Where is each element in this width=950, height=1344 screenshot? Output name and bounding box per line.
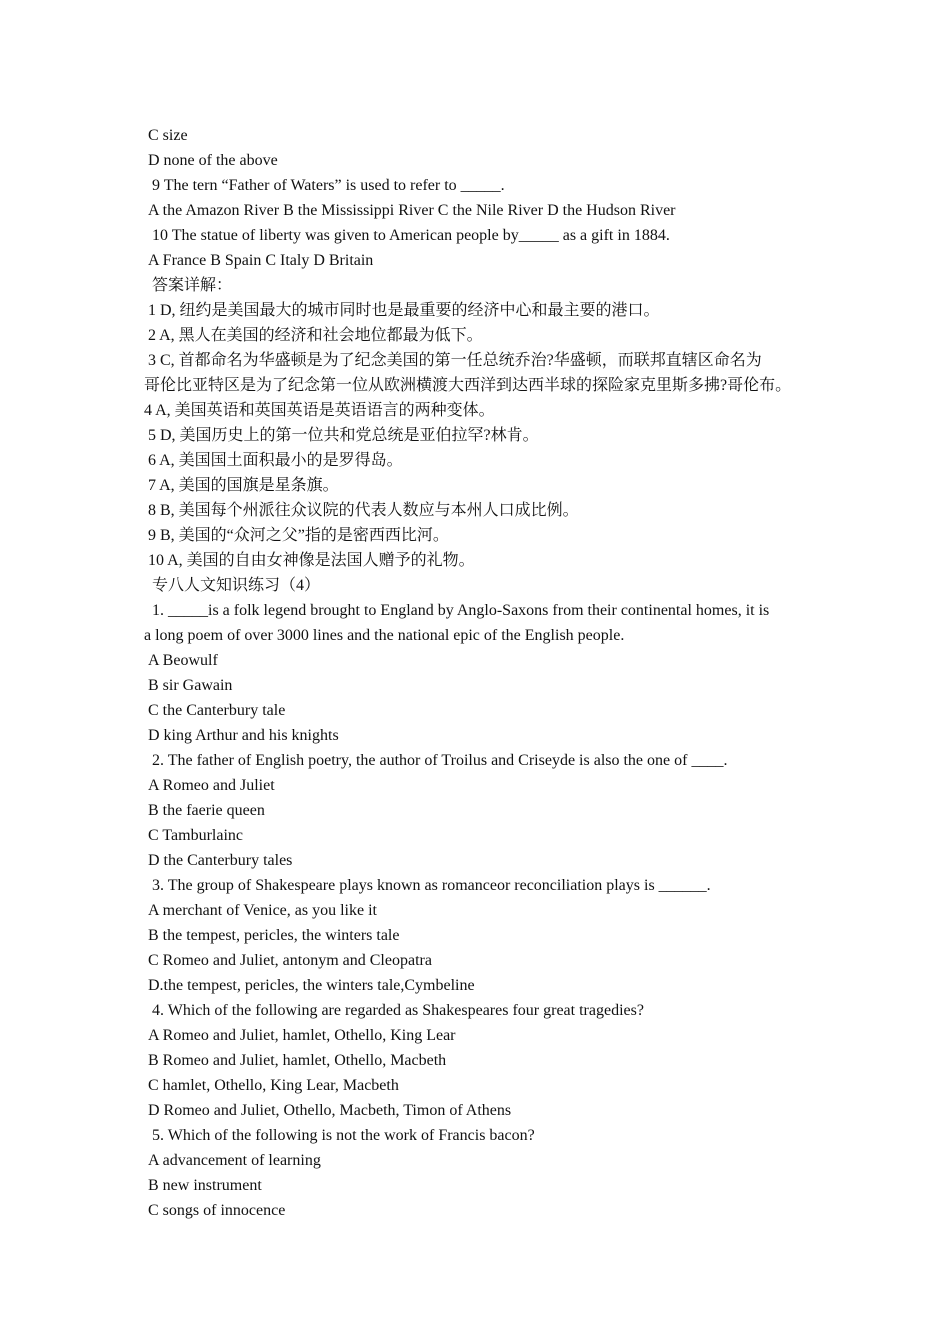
text-line: 5 D, 美国历史上的第一位共和党总统是亚伯拉罕?林肯。 <box>148 427 539 444</box>
text-line: 专八人文知识练习（4） <box>152 577 321 594</box>
text-line: B Romeo and Juliet, hamlet, Othello, Macbeth <box>148 1052 447 1069</box>
text-line: A Romeo and Juliet <box>148 777 275 794</box>
text-line: 10 The statue of liberty was given to American people by_____ as a gift in 1884. <box>152 227 670 244</box>
text-line: 9 B, 美国的“众河之父”指的是密西西比河。 <box>148 527 449 544</box>
text-line: 2. The father of English poetry, the author of Troilus and Criseyde is also the one of ____. <box>152 752 728 769</box>
text-line: a long poem of over 3000 lines and the national epic of the English people. <box>144 627 625 644</box>
text-line: C Tamburlainc <box>148 827 244 844</box>
text-line: C the Canterbury tale <box>148 702 286 719</box>
text-line: C size <box>148 127 188 144</box>
text-line: 6 A, 美国国土面积最小的是罗得岛。 <box>148 452 403 469</box>
text-line: 4. Which of the following are regarded as Shakespeares four great tragedies? <box>152 1002 644 1019</box>
text-line: 答案详解： <box>152 277 233 294</box>
text-line: C hamlet, Othello, King Lear, Macbeth <box>148 1077 399 1094</box>
text-line: 7 A, 美国的国旗是星条旗。 <box>148 477 339 494</box>
text-line: 9 The tern “Father of Waters” is used to refer to _____. <box>152 177 505 194</box>
text-line: A advancement of learning <box>148 1152 321 1169</box>
text-line: 4 A, 美国英语和英国英语是英语语言的两种变体。 <box>144 402 495 419</box>
text-line: 3 C, 首都命名为华盛顿是为了纪念美国的第一任总统乔治?华盛顿，而联邦直辖区命名为 <box>148 352 762 369</box>
text-line: D king Arthur and his knights <box>148 727 339 744</box>
text-line: 3. The group of Shakespeare plays known as romanceor reconciliation plays is ______. <box>152 877 711 894</box>
text-line: 8 B, 美国每个州派往众议院的代表人数应与本州人口成比例。 <box>148 502 579 519</box>
text-line: 5. Which of the following is not the work of Francis bacon? <box>152 1127 535 1144</box>
text-line: 1 D, 纽约是美国最大的城市同时也是最重要的经济中心和最主要的港口。 <box>148 302 660 319</box>
text-line: D none of the above <box>148 152 278 169</box>
text-line: A Beowulf <box>148 652 218 669</box>
text-line: B new instrument <box>148 1177 262 1194</box>
text-line: A France B Spain C Italy D Britain <box>148 252 374 269</box>
text-line: B the faerie queen <box>148 802 265 819</box>
text-line: A Romeo and Juliet, hamlet, Othello, King Lear <box>148 1027 456 1044</box>
text-line: B the tempest, pericles, the winters tale <box>148 927 400 944</box>
text-line: 10 A, 美国的自由女神像是法国人赠予的礼物。 <box>148 552 475 569</box>
text-line: C Romeo and Juliet, antonym and Cleopatra <box>148 952 432 969</box>
text-line: A the Amazon River B the Mississippi River C the Nile River D the Hudson River <box>148 202 676 219</box>
text-line: C songs of innocence <box>148 1202 286 1219</box>
text-line: 1. _____is a folk legend brought to England by Anglo-Saxons from their continental homes, it is <box>152 602 770 619</box>
text-line: D Romeo and Juliet, Othello, Macbeth, Timon of Athens <box>148 1102 512 1119</box>
text-line: 2 A, 黑人在美国的经济和社会地位都最为低下。 <box>148 327 483 344</box>
text-line: D.the tempest, pericles, the winters tale,Cymbeline <box>148 977 475 994</box>
document-page <box>0 123 950 1223</box>
text-line: D the Canterbury tales <box>148 852 293 869</box>
text-line: 哥伦比亚特区是为了纪念第一位从欧洲横渡大西洋到达西半球的探险家克里斯多拂?哥伦布。 <box>144 377 792 394</box>
text-line: A merchant of Venice, as you like it <box>148 902 377 919</box>
text-line: B sir Gawain <box>148 677 233 694</box>
